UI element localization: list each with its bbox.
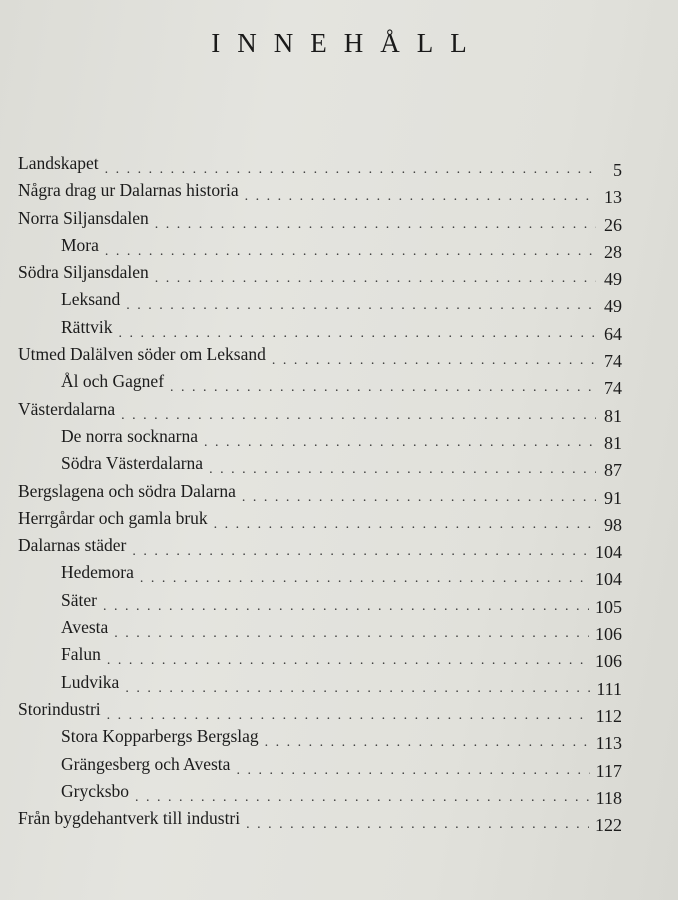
page-number: 122 [595,815,622,836]
page-number: 104 [595,542,622,563]
page-number: 28 [604,241,622,262]
dot-leader [103,593,589,620]
entry-title: Några drag ur Dalarnas historia [18,180,239,201]
dot-leader [140,565,589,592]
dot-leader [265,729,590,756]
toc-entry [18,150,622,180]
entry-title: Södra Siljansdalen [18,262,149,283]
dot-leader [105,156,596,183]
page-number: 104 [595,569,622,590]
page-number: 64 [604,323,622,344]
entry-title: Västerdalarna [18,398,116,419]
page-number: 5 [613,160,622,180]
entry-title: Grängesberg och Avesta [61,753,231,774]
page-number: 87 [604,460,622,481]
table-of-contents [18,150,622,836]
entry-title: Herrgårdar och gamla bruk [18,507,208,528]
dot-leader [155,211,596,238]
page-number: 117 [595,760,622,781]
page-number: 112 [595,705,622,726]
dot-leader [209,456,596,483]
entry-title: Storindustri [18,698,101,719]
dot-leader [204,429,596,456]
entry-title: Grycksbo [61,780,130,801]
entry-title: Säter [61,589,97,610]
dot-leader [107,702,590,729]
dot-leader [126,292,596,319]
page-number: 49 [604,296,622,317]
page-number: 111 [596,678,622,699]
dot-leader [105,238,596,265]
dot-leader [236,757,589,784]
page-number: 106 [595,651,622,672]
page-number: 118 [595,787,622,808]
entry-title: De norra socknarna [61,425,199,446]
dot-leader [214,511,596,538]
page-number: 81 [604,405,622,426]
page-number: 91 [604,487,622,508]
entry-title: Södra Västerdalarna [61,453,204,474]
entry-title: Leksand [61,289,121,310]
dot-leader [245,183,596,210]
page-number: 49 [604,269,622,290]
dot-leader [119,320,596,347]
page-number: 106 [595,624,622,645]
dot-leader [170,374,596,401]
page-number: 113 [595,733,622,754]
entry-title: Bergslagena och södra Dalarna [18,480,236,501]
page-number: 74 [604,378,622,399]
dot-leader [114,620,589,647]
dot-leader [246,811,589,838]
dot-leader [121,402,596,429]
dot-leader [272,347,596,374]
page-number: 98 [604,514,622,535]
entry-title: Norra Siljansdalen [18,207,149,228]
entry-title: Avesta [61,617,109,638]
dot-leader [242,484,596,511]
entry-title: Stora Kopparbergs Bergslag [61,726,259,747]
page-number: 26 [604,214,622,235]
entry-title: Rättvik [61,316,113,337]
entry-title: Från bygdehantverk till industri [18,808,241,829]
entry-title: Hedemora [61,562,134,583]
dot-leader [135,784,590,811]
entry-title: Ål och Gagnef [61,371,165,392]
page-number: 13 [604,187,622,208]
entry-title: Mora [61,234,99,255]
entry-title: Falun [61,644,101,665]
dot-leader [125,675,590,702]
page-number: 74 [604,351,622,372]
entry-title: Ludvika [61,671,120,692]
dot-leader [155,265,596,292]
dot-leader [132,538,589,565]
page-number: 105 [595,596,622,617]
page-title: INNEHÅLL [211,28,484,58]
dot-leader [107,647,589,674]
entry-title: Dalarnas städer [18,535,127,556]
page-number: 81 [604,432,622,453]
entry-title: Utmed Dalälven söder om Leksand [18,344,266,365]
entry-title: Landskapet [18,153,99,173]
